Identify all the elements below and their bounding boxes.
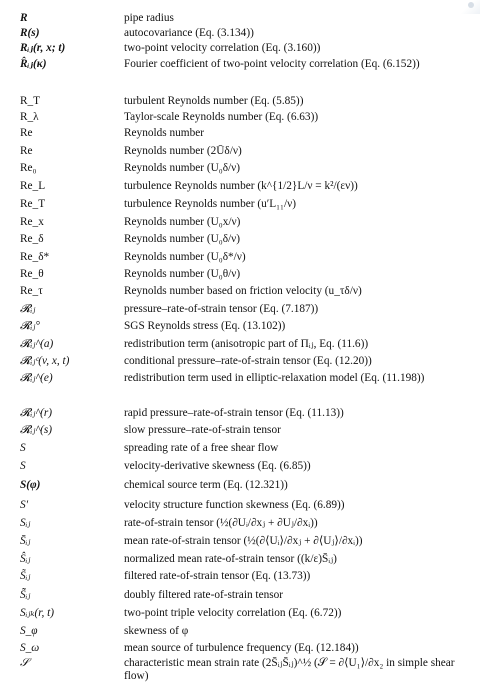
- description: velocity structure function skewness (Eq. (6.89)): [124, 499, 345, 511]
- symbol: Re_θ: [20, 268, 44, 280]
- symbol: S(φ): [20, 479, 41, 491]
- symbol: Re: [20, 145, 33, 157]
- symbol: S: [20, 460, 26, 472]
- description: normalized mean rate-of-strain tensor ((k/ε)S̄ᵢⱼ): [124, 553, 337, 565]
- description: redistribution term (anisotropic part of Πᵢⱼ, Eq. (11.6)): [124, 338, 369, 350]
- description: skewness of φ: [124, 625, 189, 637]
- corner-dot-icon: [468, 2, 474, 8]
- symbol: Re: [20, 127, 33, 139]
- description: turbulence Reynolds number (u′L₁₁/ν): [124, 198, 297, 210]
- symbol: S_φ: [20, 625, 38, 637]
- symbol: 𝓡ᵢⱼ^(e): [20, 372, 53, 384]
- symbol: R(s): [20, 27, 40, 39]
- description: two-point triple velocity correlation (Eq. (6.72)): [124, 607, 342, 619]
- symbol: 𝓡ᵢⱼ^(a): [20, 338, 54, 350]
- symbol: Re_δ*: [20, 251, 50, 263]
- description: Reynolds number: [124, 127, 205, 139]
- description: conditional pressure–rate-of-strain tensor (Eq. (12.20)): [124, 355, 372, 367]
- symbol: 𝓡ᵢⱼᶜ(v, x, t): [20, 355, 70, 367]
- description: velocity-derivative skewness (Eq. (6.85)): [124, 460, 311, 472]
- symbol: Re_τ: [20, 285, 43, 297]
- symbol: 𝓡ᵢⱼ^(s): [20, 424, 53, 436]
- description: Taylor-scale Reynolds number (Eq. (6.63)): [124, 111, 319, 123]
- description: rate-of-strain tensor (½(∂Uᵢ/∂xⱼ + ∂Uⱼ/∂xᵢ)): [124, 517, 318, 529]
- description: characteristic mean strain rate (2S̄ᵢⱼS̄ᵢⱼ)^½ (𝒮 = ∂⟨U₁⟩/∂x₂ in simple shear flow): [124, 657, 455, 682]
- description: Reynolds number (U₀θ/ν): [124, 268, 241, 280]
- symbol: 𝒮: [20, 657, 29, 669]
- symbol: 𝓡ᵢⱼ: [20, 303, 36, 315]
- description: two-point velocity correlation (Eq. (3.160)): [124, 42, 321, 54]
- symbol: S̃ᵢⱼ: [20, 570, 31, 582]
- symbol: Sᵢⱼₖ(r, t): [20, 607, 54, 619]
- symbol: Re_δ: [20, 233, 44, 245]
- description: turbulent Reynolds number (Eq. (5.85)): [124, 95, 304, 107]
- description: SGS Reynolds stress (Eq. (13.102)): [124, 320, 286, 332]
- description: pipe radius: [124, 12, 174, 24]
- symbol: Re_x: [20, 216, 44, 228]
- symbol: S̄ᵢⱼ: [20, 535, 31, 547]
- symbol: S̃̃ᵢⱼ: [20, 589, 31, 601]
- description: Reynolds number (2Ūδ/ν): [124, 145, 242, 157]
- description: filtered rate-of-strain tensor (Eq. (13.73)): [124, 570, 311, 582]
- symbol: Re₀: [20, 162, 37, 174]
- description: spreading rate of a free shear flow: [124, 442, 279, 454]
- description: rapid pressure–rate-of-strain tensor (Eq. (11.13)): [124, 407, 344, 419]
- description: doubly filtered rate-of-strain tensor: [124, 589, 284, 601]
- description: Reynolds number (U₀δ/ν): [124, 162, 241, 174]
- symbol: Ŝᵢⱼ: [20, 553, 31, 565]
- symbol: R_λ: [20, 111, 39, 123]
- symbol: Sᵢⱼ: [20, 517, 31, 529]
- symbol: R: [20, 12, 28, 24]
- description: slow pressure–rate-of-strain tensor: [124, 424, 281, 436]
- symbol: R̂ᵢⱼ(κ): [20, 58, 47, 70]
- symbol: Rᵢⱼ(r, x; t): [20, 42, 66, 54]
- description: mean rate-of-strain tensor (½(∂⟨Uᵢ⟩/∂xⱼ + ∂⟨Uⱼ⟩/∂xᵢ)): [124, 535, 363, 547]
- description: Reynolds number (U₀δ/ν): [124, 233, 241, 245]
- description: Fourier coefficient of two-point velocity correlation (Eq. (6.152)): [124, 58, 420, 70]
- symbol: Re_T: [20, 198, 46, 210]
- description: autocovariance (Eq. (3.134)): [124, 27, 254, 39]
- symbol: S_ω: [20, 642, 40, 654]
- description: chemical source term (Eq. (12.321)): [124, 479, 288, 491]
- description: mean source of turbulence frequency (Eq. (12.184)): [124, 642, 359, 654]
- description: turbulence Reynolds number (k^{1/2}L/ν = k²/(εν)): [124, 180, 358, 192]
- symbol: R_T: [20, 95, 41, 107]
- description: redistribution term used in elliptic-relaxation model (Eq. (11.198)): [124, 372, 425, 384]
- description: pressure–rate-of-strain tensor (Eq. (7.187)): [124, 303, 319, 315]
- symbol: 𝓡ᵢⱼ°: [20, 320, 40, 332]
- symbol: 𝓡ᵢⱼ^(r): [20, 407, 53, 419]
- description: Reynolds number based on friction velocity (u_τδ/ν): [124, 285, 362, 297]
- symbol: S′: [20, 499, 29, 511]
- description: Reynolds number (U₀δ*/ν): [124, 251, 246, 263]
- symbol: Re_L: [20, 180, 46, 192]
- symbol: S: [20, 442, 26, 454]
- description: Reynolds number (U₀x/ν): [124, 216, 241, 228]
